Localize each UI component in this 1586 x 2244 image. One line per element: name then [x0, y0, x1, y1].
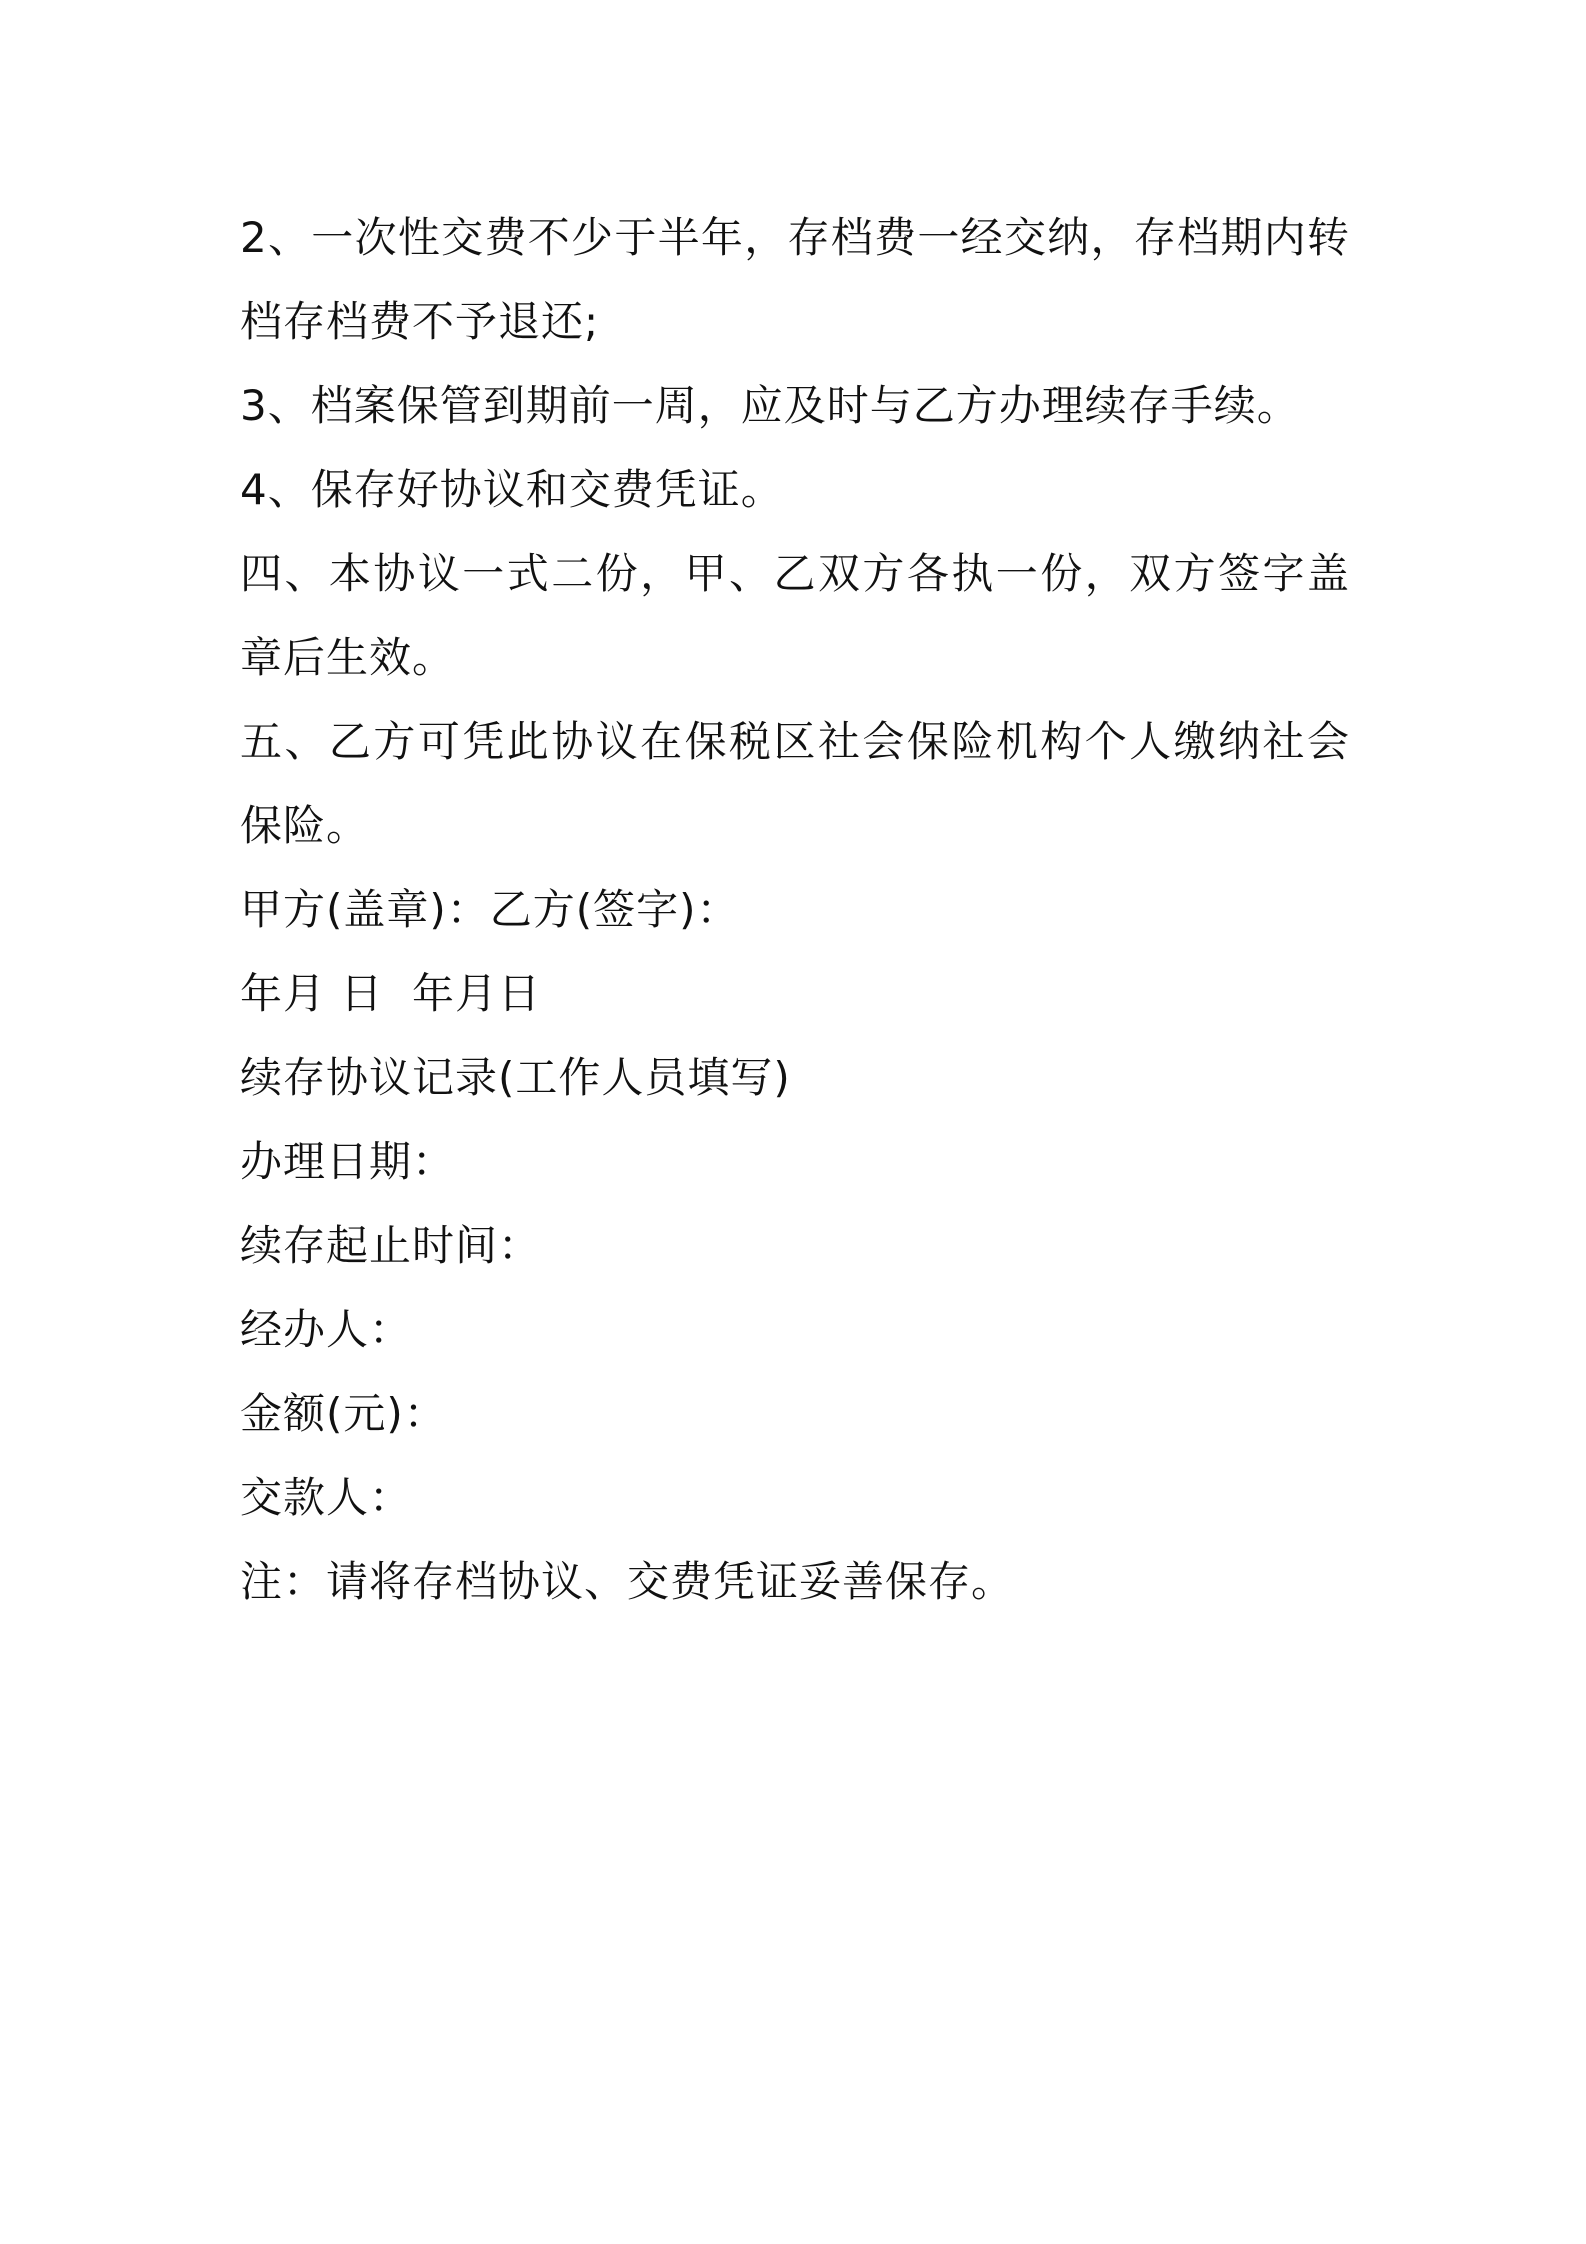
payer-field: 交款人： [240, 1473, 413, 1522]
section-4-copies: 四、本协议一式二份，甲、乙双方各执一份，双方签字盖章后生效。 [240, 549, 1350, 682]
processing-date-field: 办理日期： [240, 1137, 456, 1186]
section-5-social-insurance: 五、乙方可凭此协议在保税区社会保险机构个人缴纳社会保险。 [240, 717, 1350, 850]
renewal-record-heading: 续存协议记录(工作人员填写) [240, 1053, 791, 1102]
document-body [240, 196, 1350, 1624]
renewal-period-field: 续存起止时间： [240, 1221, 542, 1270]
clause-4-keep-vouchers: 4、保存好协议和交费凭证。 [240, 465, 784, 514]
note-line: 注：请将存档协议、交费凭证妥善保存。 [240, 1557, 1015, 1606]
handler-field: 经办人： [240, 1305, 413, 1354]
signature-line: 甲方(盖章)：乙方(签字)： [240, 885, 740, 934]
clause-3-renewal: 3、档案保管到期前一周，应及时与乙方办理续存手续。 [240, 381, 1300, 430]
date-line: 年月 日 年月日 [240, 969, 542, 1018]
amount-field: 金额(元)： [240, 1389, 447, 1438]
clause-2-fee-payment: 2、一次性交费不少于半年，存档费一经交纳，存档期内转档存档费不予退还; [240, 213, 1350, 346]
